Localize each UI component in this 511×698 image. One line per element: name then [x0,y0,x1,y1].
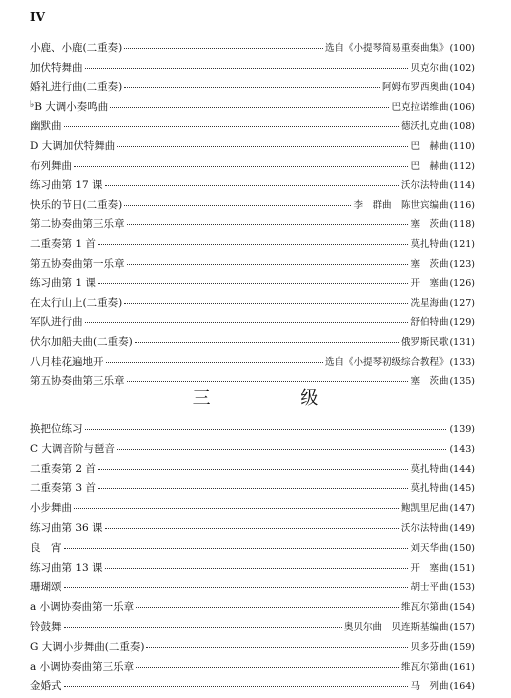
dot-leader [105,185,399,186]
entry-title: 幽默曲 [30,120,62,133]
entry-title: D 大调加伏特舞曲 [30,139,116,152]
toc-entry[interactable] [30,678,475,698]
dot-leader [136,607,399,608]
toc-entry[interactable] [30,579,475,599]
toc-entry[interactable] [30,441,475,461]
entry-page: (110) [449,140,475,152]
entry-credit: 巴克拉诺维曲 [391,101,449,113]
entry-page: (159) [449,641,475,653]
entry-page: (131) [449,336,475,348]
entry-page: (118) [449,219,475,231]
entry-credit: 马 列曲 [410,681,449,693]
entry-title: 练习曲第 36 课 [30,521,103,534]
entry-page: (129) [449,317,475,329]
entry-title: 二重奏第 1 首 [30,237,96,250]
entry-title: C 大调音阶与琶音 [30,442,115,455]
dot-leader [127,224,409,225]
entry-credit: 刘天华曲 [410,542,449,554]
entry-credit: 俄罗斯民歌 [400,336,449,348]
entry-credit: 舒伯特曲 [410,317,449,329]
entry-title: 练习曲第 17 课 [30,179,103,192]
entry-title: 小步舞曲 [30,502,72,515]
entry-title: 布列舞曲 [30,159,72,172]
toc-entry[interactable] [30,79,475,99]
dot-leader [136,667,399,668]
entry-title: G 大调小步舞曲(二重奏) [30,640,145,653]
dot-leader [124,303,408,304]
entry-page: (116) [449,199,475,211]
toc-entry[interactable] [30,158,475,178]
entry-page: (100) [449,43,475,54]
entry-title: a 小调协奏曲第一乐章 [30,601,135,614]
entry-title: 珊瑚颂 [30,581,62,594]
toc-entry[interactable] [30,540,475,560]
entry-title: 良 宵 [30,541,62,554]
entry-title: 换把位练习 [30,423,83,435]
entry-credit: 鲍凯里尼曲 [400,503,449,515]
entry-title: 第五协奏曲第一乐章 [30,257,125,270]
entry-title: 八月桂花遍地开 [30,355,104,368]
toc-entry[interactable] [30,599,475,619]
entry-credit: 李 群曲 陈世宾编曲 [353,199,449,211]
entry-page: (164) [449,681,475,693]
entry-page: (108) [449,121,475,133]
entry-credit: 沃尔法特曲 [400,180,449,192]
entry-credit: 奥贝尔曲 贝连斯基编曲 [343,621,449,633]
toc-entry[interactable] [30,314,475,334]
dot-leader [98,283,409,284]
dot-leader [117,146,408,147]
entry-page: (121) [449,238,475,250]
dot-leader [85,322,409,323]
entry-title: 小鹿、小鹿(二重奏) [30,42,123,54]
dot-leader [98,244,409,245]
entry-title: B 大调小奏鸣曲 [34,100,109,113]
toc-entry[interactable] [30,619,475,639]
entry-page: (139) [449,424,475,435]
toc-entry[interactable] [30,275,475,295]
entry-title: 第五协奏曲第三乐章 [30,375,125,388]
entry-credit: 开 塞曲 [410,562,449,574]
dot-leader [105,528,399,529]
toc-entry[interactable] [30,60,475,80]
dot-leader [64,126,399,127]
toc-entry[interactable] [30,639,475,659]
toc-entry[interactable] [30,354,475,374]
dot-leader [85,68,409,69]
entry-credit: 阿姆布罗西奥曲 [381,82,449,94]
entry-page: (150) [449,542,475,554]
dot-leader [127,381,409,382]
entry-page: (102) [449,62,475,74]
entry-credit: 莫扎特曲 [410,463,449,475]
entry-page: (127) [449,297,475,309]
entry-title: 在太行山上(二重奏) [30,296,123,309]
entry-page: (153) [449,582,475,594]
entry-credit: 冼星海曲 [410,297,449,309]
dot-leader [106,362,323,363]
toc-entry[interactable] [30,197,475,217]
dot-leader [146,647,408,648]
toc-entry[interactable] [30,256,475,276]
entry-credit: 维瓦尔第曲 [400,661,449,673]
entry-credit: 德沃扎克曲 [400,121,449,133]
entry-page: (133) [449,356,475,368]
entry-title: 加伏特舞曲 [30,61,83,74]
entry-page: (145) [449,483,475,495]
entry-title: 婚礼进行曲(二重奏) [30,81,123,94]
entry-credit: 开 塞曲 [410,278,449,290]
section-heading: 三 级 [192,388,361,409]
entry-credit: 贝克尔曲 [410,62,449,74]
flat-symbol: ♭ [30,99,35,110]
entry-credit: 沃尔法特曲 [400,522,449,534]
toc-entry[interactable] [30,177,475,197]
toc-entry[interactable] [30,295,475,315]
entry-credit: 胡士平曲 [410,582,449,594]
dot-leader [98,469,409,470]
toc-entry[interactable] [30,560,475,580]
dot-leader [74,508,399,509]
entry-page: (126) [449,278,475,290]
entry-page: (104) [449,82,475,94]
toc-entry[interactable] [30,520,475,540]
entry-page: (143) [449,443,475,455]
dot-leader [124,205,351,206]
toc-entry[interactable] [30,334,475,354]
dot-leader [98,488,409,489]
page-number: IV [30,10,45,24]
dot-leader [124,87,380,88]
toc-entry[interactable] [30,40,475,60]
dot-leader [64,548,409,549]
toc-entry[interactable] [30,138,475,158]
dot-leader [135,342,399,343]
entry-page: (144) [449,463,475,475]
entry-title: 二重奏第 2 首 [30,462,96,475]
entry-page: (112) [449,160,475,172]
entry-page: (161) [449,661,475,673]
toc-list-part-2 [30,421,475,698]
toc-entry[interactable] [30,659,475,679]
entry-page: (154) [449,602,475,614]
dot-leader [124,48,323,49]
entry-title: 第二协奏曲第三乐章 [30,218,125,231]
toc-entry[interactable] [30,99,475,119]
toc-entry[interactable] [30,236,475,256]
toc-entry[interactable] [30,461,475,481]
entry-page: (157) [449,621,475,633]
dot-leader [117,449,447,450]
entry-page: (123) [449,258,475,270]
entry-title: 二重奏第 3 首 [30,482,96,495]
entry-page: (149) [449,522,475,534]
entry-title: 铃鼓舞 [30,620,62,633]
entry-credit: 塞 茨曲 [410,258,449,270]
dot-leader [127,264,409,265]
dot-leader [105,568,409,569]
dot-leader [64,686,409,687]
entry-title: 练习曲第 1 课 [30,277,96,290]
dot-leader [85,429,447,430]
entry-page: (135) [449,376,475,388]
toc-entry[interactable] [30,421,475,441]
entry-page: (114) [449,180,475,192]
entry-page: (147) [449,503,475,515]
entry-credit: 选自《小提琴简易重奏曲集》 [324,43,449,54]
dot-leader [64,587,409,588]
entry-credit: 巴 赫曲 [410,160,449,172]
toc-entry[interactable] [30,480,475,500]
entry-title: 练习曲第 13 课 [30,561,103,574]
entry-title: 快乐的节日(二重奏) [30,198,123,211]
entry-title: a 小调协奏曲第三乐章 [30,660,135,673]
dot-leader [64,627,342,628]
dot-leader [74,166,408,167]
dot-leader [110,107,389,108]
entry-credit: 塞 茨曲 [410,219,449,231]
toc-entry[interactable] [30,216,475,236]
entry-credit: 莫扎特曲 [410,483,449,495]
entry-credit: 塞 茨曲 [410,376,449,388]
entry-credit: 贝多芬曲 [410,641,449,653]
entry-page: (106) [449,101,475,113]
entry-credit: 选自《小提琴初级综合教程》 [324,356,449,368]
entry-credit: 维瓦尔第曲 [400,602,449,614]
entry-page: (151) [449,562,475,574]
toc-list-part-1 [30,40,475,393]
entry-title: 军队进行曲 [30,316,83,329]
entry-credit: 莫扎特曲 [410,238,449,250]
entry-credit: 巴 赫曲 [410,140,449,152]
entry-title: 伏尔加船夫曲(二重奏) [30,335,133,348]
entry-title: 金婚式 [30,680,62,693]
toc-entry[interactable] [30,118,475,138]
toc-entry[interactable] [30,500,475,520]
